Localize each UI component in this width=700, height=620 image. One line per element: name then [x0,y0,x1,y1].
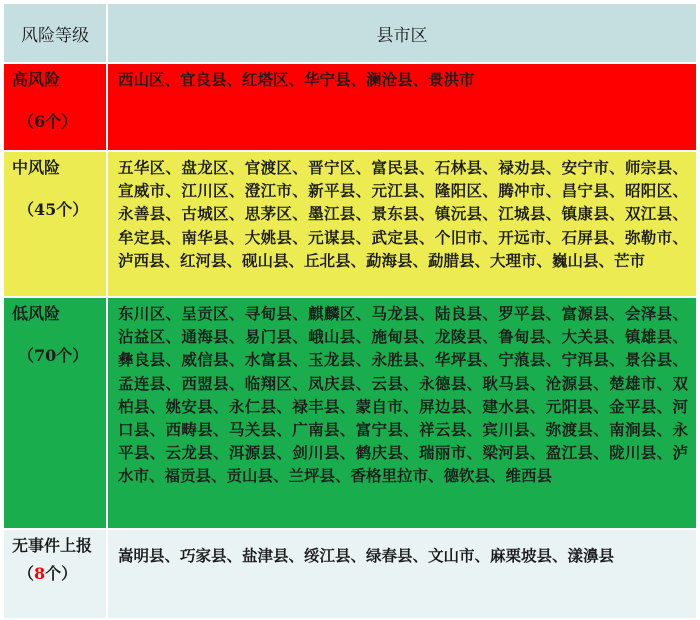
medium-risk-label: 中风险 [12,158,61,177]
header-county-district: 县市区 [107,3,697,63]
no-events-areas: 嵩明县、巧家县、盐津县、绥江县、绿春县、文山市、麻栗坡县、漾濞县 [107,529,697,619]
low-risk-areas: 东川区、呈贡区、寻甸县、麒麟区、马龙县、陆良县、罗平县、富源县、会泽县、沾益区、通海县、易门县、峨山县、施甸县、龙陵县、鲁甸县、大关县、镇雄县、彝良县、威信县、水富县、玉龙县、永胜县、华坪县、宁蒗县、宁洱县、景谷县、孟连县、西盟县、临翔区、凤庆县、云县、永德县、耿马县、沧源县、楚雄市、双柏县、姚安县、永仁县、禄丰县、蒙自市、屏边县、建水县、元阳县、金平县、河口县、西畴县、马关县、广南县、富宁县、祥云县、宾川县、弥渡县、南涧县、永平县、云龙县、洱源县、剑川县、鹤庆县、瑞丽市、梁河县、盈江县、陇川县、泸水市、福贡县、贡山县、兰坪县、香格里拉市、德钦县、维西县 [107,297,697,529]
low-risk-level-cell [3,297,107,529]
no-events-count: （8个） [18,564,78,583]
low-risk-label: 低风险 [12,304,61,323]
row-high-risk [3,63,697,151]
no-events-level-cell [3,529,107,619]
header-risk-level: 风险等级 [3,3,107,63]
high-risk-label: 高风险 [12,70,61,89]
no-events-count-number: 8 [34,564,46,583]
no-events-label: 无事件上报 [12,536,93,555]
medium-risk-level-cell [3,151,107,297]
row-low-risk [3,297,697,529]
header-row [3,3,697,63]
low-risk-count: （70个） [18,346,89,365]
high-risk-areas: 西山区、宜良县、红塔区、华宁县、澜沧县、景洪市 [107,63,697,151]
risk-level-table [2,2,698,620]
row-no-events [3,529,697,619]
medium-risk-areas: 五华区、盘龙区、官渡区、晋宁区、富民县、石林县、禄劝县、安宁市、师宗县、宣威市、江川区、澄江市、新平县、元江县、隆阳区、腾冲市、昌宁县、昭阳区、永善县、古城区、思茅区、墨江县、景东县、镇沅县、江城县、镇康县、双江县、牟定县、南华县、大姚县、元谋县、武定县、个旧市、开远市、石屏县、弥勒市、泸西县、红河县、砚山县、丘北县、勐海县、勐腊县、大理市、巍山县、芒市 [107,151,697,297]
row-medium-risk [3,151,697,297]
high-risk-count: （6个） [18,112,78,131]
high-risk-level-cell [3,63,107,151]
medium-risk-count: （45个） [18,200,89,219]
